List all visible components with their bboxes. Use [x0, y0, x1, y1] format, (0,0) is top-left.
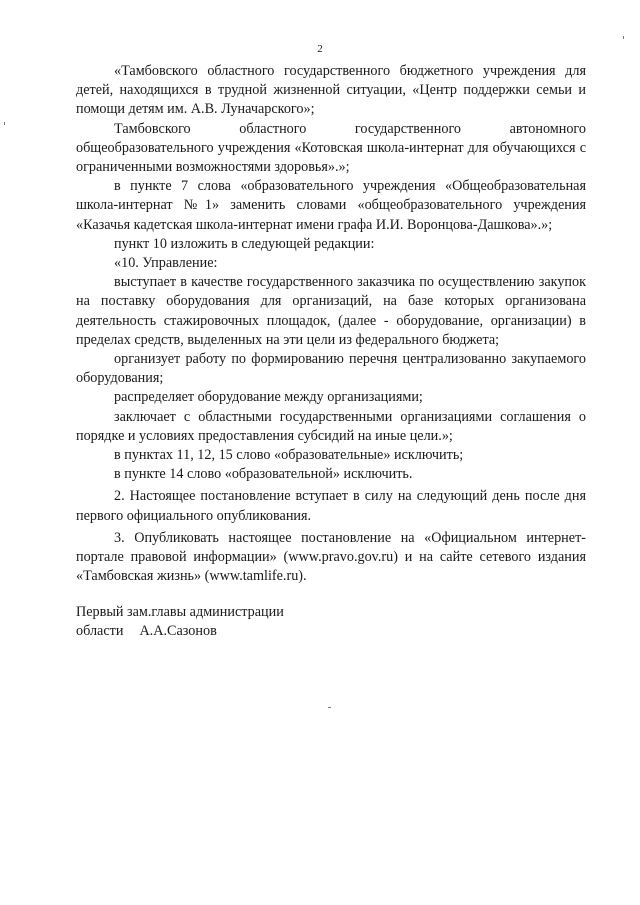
- paragraph: 2. Настоящее постановление вступает в силу на следующий день после дня первого официального опубликования.: [76, 488, 586, 524]
- paragraph: Тамбовского областного государственного автономного общеобразовательного учреждения «Котовская школа-интернат для обучающихся с ограниченными возможностями здоровья».»;: [76, 120, 586, 176]
- paragraph: пункт 10 изложить в следующей редакции:: [114, 235, 375, 252]
- paragraph: заключает с областными государственными организациями соглашения о порядке и условиях предоставления субсидий на иные цели.»;: [76, 408, 586, 444]
- signatory-name: А.А.Сазонов: [139, 623, 217, 639]
- paragraph: в пункте 14 слово «образовательной» исключить.: [114, 466, 413, 483]
- document-body: [76, 62, 586, 586]
- page-number: 2: [317, 43, 323, 55]
- signatory-position: Первый зам.главы администрации: [76, 604, 284, 620]
- signature-block: [76, 603, 284, 641]
- signatory-region: области: [76, 623, 124, 639]
- paragraph: «10. Управление:: [114, 255, 218, 272]
- paragraph: распределяет оборудование между организациями;: [114, 389, 423, 406]
- paragraph: в пунктах 11, 12, 15 слово «образовательные» исключить;: [114, 447, 464, 464]
- paragraph: 3. Опубликовать настоящее постановление на «Официальном интернет-портале правовой информации» (www.pravo.gov.ru) и на сайте сетевого издания «Тамбовская жизнь» (www.tamlife.ru).: [76, 529, 586, 585]
- scan-speck: [4, 122, 5, 125]
- paragraph: в пункте 7 слова «образовательного учреждения «Общеобразовательная школа-интернат №1» заменить словами «общеобразовательного учреждения «Казачья кадетская школа-интернат имени графа И.И. Воронцова-Дашкова».»;: [76, 178, 586, 233]
- scan-speck: [328, 707, 331, 708]
- scan-speck: [623, 36, 624, 39]
- paragraph: организует работу по формированию перечня централизованно закупаемого оборудования;: [76, 351, 586, 387]
- paragraph: выступает в качестве государственного заказчика по осуществлению закупок на поставку оборудования для организаций, на базе которых организована деятельность стажировочных площадок, (далее - оборудование, организации) в пределах средств, выделенных на эти цели из федерального бюджета;: [76, 274, 586, 348]
- paragraph: «Тамбовского областного государственного бюджетного учреждения для детей, находящихся в трудной жизненной ситуации, «Центр поддержки семьи и помощи детям им. А.В. Луначарского»;: [76, 63, 586, 118]
- signatory-line: [76, 622, 284, 641]
